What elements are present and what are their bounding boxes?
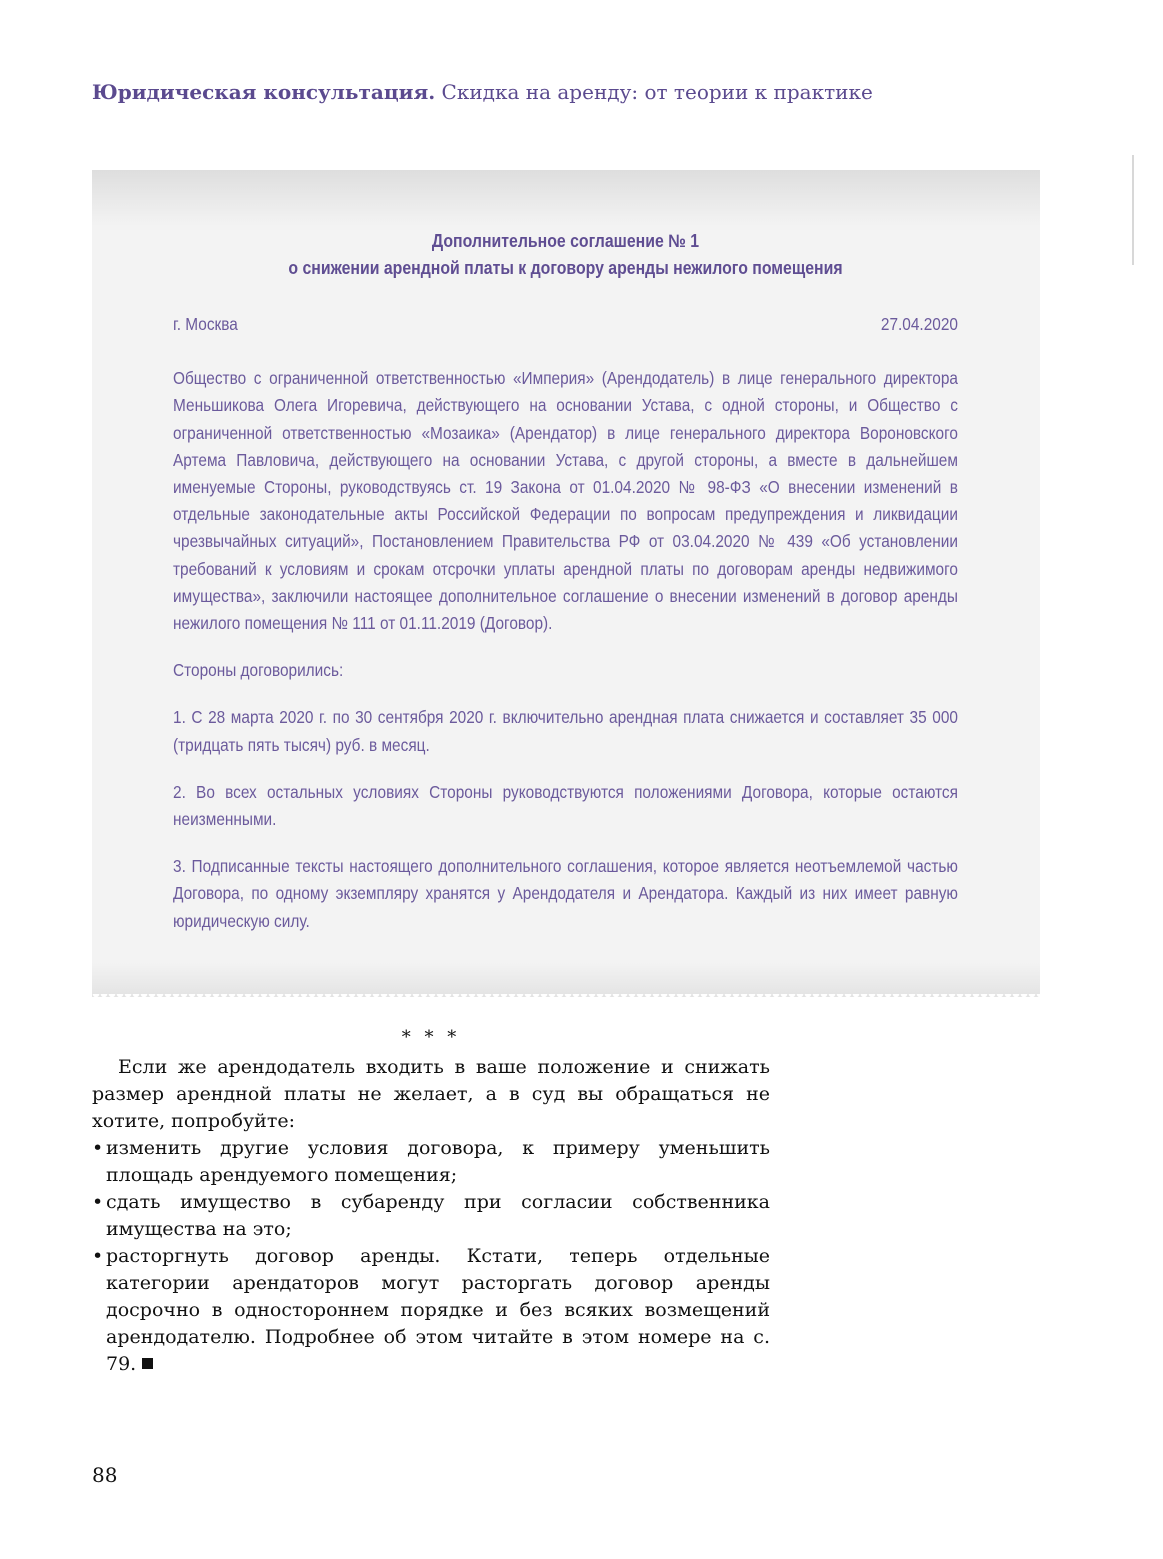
article-intro: Если же арендодатель входить в ваше положение и снижать размер арендной платы не желает, а в суд вы обращаться не хотите, попробуйте: <box>92 1056 770 1132</box>
card-torn-edge <box>92 994 1040 1000</box>
list-item-text: сдать имущество в субаренду при согласии собственника имущества на это; <box>106 1191 770 1240</box>
article-body <box>92 1054 770 1378</box>
place-date-row <box>173 311 958 338</box>
margin-rule <box>1132 155 1134 265</box>
running-head-section: Юридическая консультация. <box>92 80 436 104</box>
list-item-text: расторгнуть договор аренды. Кстати, теперь отдельные категории арендаторов могут расторгать договор аренды досрочно в одностороннем порядке и без всяких возмещений арендодателю. Подробнее об этом читайте в этом номере на с. 79. <box>106 1245 770 1375</box>
list-item <box>92 1243 770 1378</box>
agreement-title-line2: о снижении арендной платы к договору аренды нежилого помещения <box>288 258 843 278</box>
agreement-document <box>173 228 958 955</box>
list-item-text: изменить другие условия договора, к примеру уменьшить площадь арендуемого помещения; <box>106 1137 770 1186</box>
agreement-clause-2: 2. Во всех остальных условиях Стороны руководствуются положениями Договора, которые остаются неизменными. <box>173 781 958 830</box>
page-number: 88 <box>92 1463 118 1487</box>
card-top-shade <box>92 170 1040 226</box>
agreement-date: 27.04.2020 <box>880 314 958 334</box>
agreement-sample-card <box>92 170 1040 997</box>
list-item <box>92 1189 770 1243</box>
running-head <box>92 80 1042 104</box>
bullet-icon: • <box>92 1191 104 1213</box>
recommendation-list <box>92 1135 770 1378</box>
agreement-clause-3: 3. Подписанные тексты настоящего дополнительного соглашения, которое является неотъемлемой частью Договора, по одному экземпляру хранятся у Арендодателя и Арендатора. Каждый из них имеет равную юридическую силу. <box>173 856 958 931</box>
bullet-icon: • <box>92 1137 104 1159</box>
agreement-preamble: Общество с ограниченной ответственностью «Империя» (Арендодатель) в лице генерального директора Меньшикова Олега Игоревича, действующего на основании Устава, с одной стороны, и Общество с ограниченной ответственностью «Мозаика» (Арендатор) в лице генерального директора Вороновского Артема Павловича, действующего на основании Устава, с другой стороны, а вместе в дальнейшем именуемые Стороны, руководствуясь ст. 19 Закона от 01.04.2020 № 98-ФЗ «О внесении изменений в отдельные законодательные акты Российской Федерации по вопросам предупреждения и ликвидации чрезвычайных ситуаций», Постановлением Правительства РФ от 03.04.2020 № 439 «Об установлении требований к условиям и срокам отсрочки уплаты арендной платы по договорам аренды недвижимого имущества», заключили настоящее дополнительное соглашение о внесении изменений в договор аренды нежилого помещения № 111 от 01.11.2019 (Договор). <box>173 368 958 634</box>
agreement-clause-1: 1. С 28 марта 2020 г. по 30 сентября 2020 г. включительно арендная плата снижается и составляет 35 000 (тридцать пять тысяч) руб. в месяц. <box>173 707 958 755</box>
list-item <box>92 1135 770 1189</box>
card-bottom-shade <box>92 963 1040 997</box>
agreement-title <box>173 228 958 282</box>
end-of-article-icon <box>142 1358 153 1369</box>
bullet-icon: • <box>92 1245 104 1267</box>
running-head-title: Скидка на аренду: от теории к практике <box>441 80 873 104</box>
agreement-agreed: Стороны договорились: <box>173 660 344 681</box>
section-separator: * * * <box>401 1027 461 1048</box>
agreement-title-line1: Дополнительное соглашение № 1 <box>431 231 700 251</box>
agreement-city: г. Москва <box>173 314 238 334</box>
